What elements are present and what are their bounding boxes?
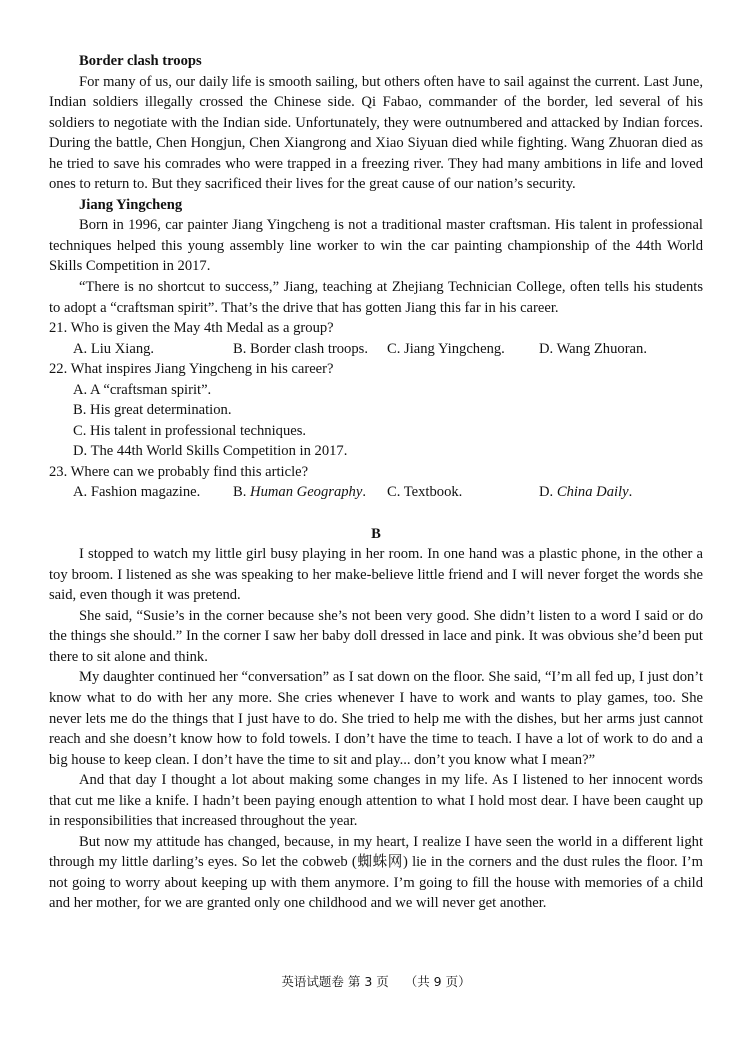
footer-total-pages: （共 9 页） bbox=[404, 974, 471, 989]
q21-option-a: A. Liu Xiang. bbox=[73, 340, 155, 357]
story-paragraph: My daughter continued her “conversation” as I sat down on the floor. She said, “I’m all fed up, I just don’t know what to do with her any more. She cries whenever I have to work and wants to play games, too. She never lets me do the things that I just have to do. She tried to help me with the dishes, but her arms just cannot reach and she doesn’t know how to fold towels. I don’t have the time to teach. I have a lot of work to do and a big house to keep clean. I don’t have the time to sit and play... don’t you know what I mean?” bbox=[49, 669, 703, 768]
q22-option-c: C. His talent in professional techniques. bbox=[73, 422, 307, 439]
story-paragraph: But now my attitude has changed, because, in my heart, I realize I have seen the world in a different light through my little darling’s eyes. So let the cobweb (蜘蛛网) lie in the corners and the dust rules the floor. I’m not going to worry about keeping up with them anymore. I’m going to fill the house with memories of a child and her mother, for we are granted only one childhood and we will never get another. bbox=[49, 833, 703, 912]
story-paragraph: And that day I thought a lot about making some changes in my life. As I listened to her innocent words that cut me like a knife. I hadn’t been paying enough attention to what I hold most dear. I have been caught up in responsibilities that increased throughout the year. bbox=[49, 772, 703, 830]
q23-option-d: D. China Daily. bbox=[539, 484, 633, 501]
q21-option-d: D. Wang Zhuoran. bbox=[539, 340, 647, 357]
q22-option-b: B. His great determination. bbox=[73, 402, 232, 419]
question-21-options bbox=[49, 339, 703, 360]
paragraph-border-clash: For many of us, our daily life is smooth sailing, but others often have to sail against the current. Last June, Indian soldiers illegally crossed the Chinese side. Qi Fabao, commander of the border, led several of his soldiers to negotiate with the Indian side. Unfortunately, they were outnumbered and attacked by Indian forces. During the battle, Chen Hongjun, Chen Xiangrong and Xiao Siyuan died while fighting. Wang Zhuoran died as he tried to save his comrades who were trapped in a freezing river. They had many ambitions in life and loved ones to return to. But they sacrificed their lives for the great cause of our nation’s security. bbox=[49, 73, 703, 193]
footer-page-label: 英语试题卷 第 3 页 bbox=[281, 974, 389, 989]
story-paragraph: I stopped to watch my little girl busy playing in her room. In one hand was a plastic phone, in the other a toy broom. I listened as she was speaking to her make-believe little friend and I will never forget the words she said, even though it was pretend. bbox=[49, 546, 703, 604]
q23-option-a: A. Fashion magazine. bbox=[73, 484, 201, 501]
q21-option-c: C. Jiang Yingcheng. bbox=[387, 340, 505, 357]
q22-option-a: A. A “craftsman spirit”. bbox=[73, 381, 212, 398]
question-23-options bbox=[49, 482, 703, 503]
story-paragraph: She said, “Susie’s in the corner because she’s not been very good. She didn’t listen to a word I said or do the things she should.” In the corner I saw her baby doll dressed in lace and pink. It was obvious she’d been put there to sit alone and think. bbox=[49, 607, 703, 665]
q23-option-b: B. Human Geography. bbox=[233, 484, 366, 501]
q22-option-d: D. The 44th World Skills Competition in 2017. bbox=[73, 443, 348, 460]
question-21-stem: 21. Who is given the May 4th Medal as a group? bbox=[49, 320, 334, 337]
page-footer bbox=[0, 972, 752, 993]
q23-option-c: C. Textbook. bbox=[387, 484, 463, 501]
heading-jiang-yingcheng: Jiang Yingcheng bbox=[79, 196, 183, 213]
paragraph-jiang-2: “There is no shortcut to success,” Jiang, teaching at Zhejiang Technician College, often tells his students to adopt a “craftsman spirit”. That’s the drive that has gotten Jiang this far in his career. bbox=[49, 279, 703, 316]
section-b-label: B bbox=[371, 525, 381, 542]
question-22-stem: 22. What inspires Jiang Yingcheng in his career? bbox=[49, 361, 334, 378]
paragraph-jiang-1: Born in 1996, car painter Jiang Yingcheng is not a traditional master craftsman. His talent in professional techniques helped this young assembly line worker to win the car painting championship of the 44th World Skills Competition in 2017. bbox=[49, 217, 703, 275]
question-23-stem: 23. Where can we probably find this article? bbox=[49, 463, 309, 480]
page-content bbox=[49, 51, 703, 914]
heading-border-clash-troops: Border clash troops bbox=[79, 53, 202, 69]
q21-option-b: B. Border clash troops. bbox=[233, 340, 368, 357]
